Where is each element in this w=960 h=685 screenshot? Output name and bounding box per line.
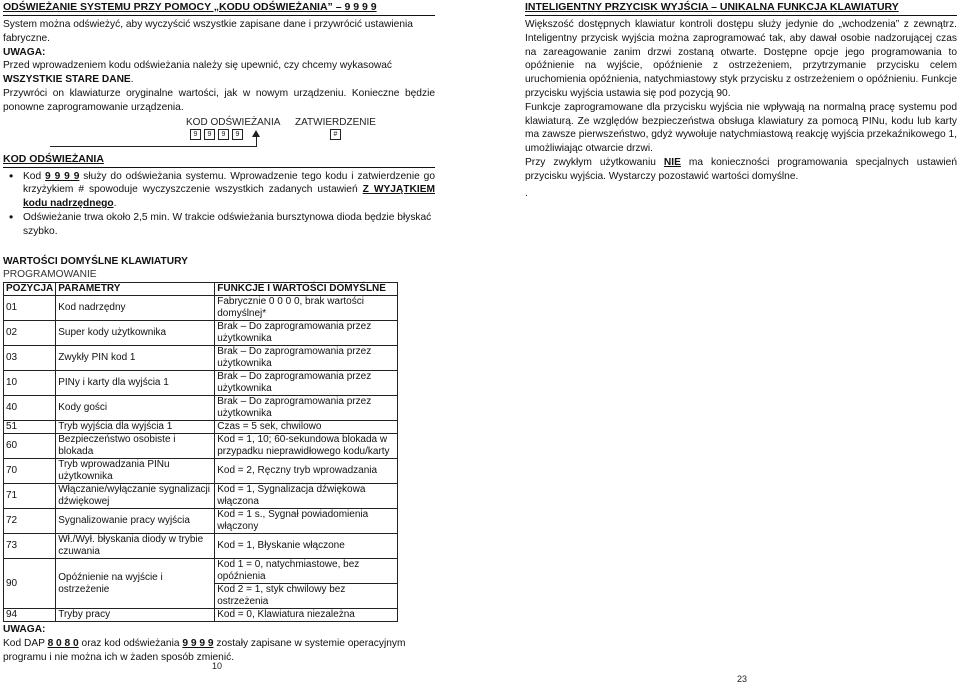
table-row — [4, 371, 398, 396]
table-cell-parameter: Zwykły PIN kod 1 — [56, 346, 215, 371]
exit-button-paragraph-2: Funkcje zaprogramowane dla przycisku wyjścia nie wpływają na normalną pracę systemu pod klawiaturą. Ze względów bezpieczeństwa obsługa klawiatury za pomocą PINu, kodu lub karty ma zawsze pierwszeństwo, gdyż wywołuje natychmiastową reakcję wyjścia przekaźnikowego 1, umożliwiając otwarcie drzwi. — [525, 101, 958, 155]
table-header: PARAMETRY — [56, 283, 215, 296]
table-cell-value: Brak – Do zaprogramowania przez użytkownika — [215, 371, 398, 396]
left-title-rule — [3, 15, 435, 16]
defaults-subtitle: PROGRAMOWANIE — [3, 269, 97, 281]
table-cell-position: 10 — [4, 371, 56, 396]
table-subcell: Kod 2 = 1, styk chwilowy bez ostrzeżenia — [215, 583, 397, 608]
table-subcell: Kod 1 = 0, natychmiastowe, bez opóźnienia — [217, 559, 360, 583]
table-cell-position: 94 — [4, 609, 56, 622]
table-cell-parameter: Włączanie/wyłączanie sygnalizacji dźwiękowej — [56, 484, 215, 509]
table-row — [4, 346, 398, 371]
table-header: POZYCJA — [4, 283, 56, 296]
defaults-table — [3, 282, 398, 622]
refresh-code-list — [3, 170, 435, 239]
refresh-code-value: 9 9 9 9 — [45, 170, 80, 182]
table-cell-value: Brak – Do zaprogramowania przez użytkownika — [215, 396, 398, 421]
table-header-row — [4, 283, 398, 296]
table-cell-position: 51 — [4, 421, 56, 434]
table-cell-position: 03 — [4, 346, 56, 371]
table-cell-value — [215, 559, 398, 609]
table-cell-parameter: Tryb wprowadzania PINu użytkownika — [56, 459, 215, 484]
table-header: FUNKCJE I WARTOŚCI DOMYŚLNE — [215, 283, 398, 296]
table-cell-position: 01 — [4, 296, 56, 321]
right-title-rule — [525, 15, 957, 16]
list-item: • Kod 9 9 9 9 służy do odświeżania systemu. Wprowadzenie tego kodu i zatwierdzenie go krzyżykiem # spowoduje wyczyszczenie wszystkich zadanych ustawień Z WYJĄTKIEM kodu nadrzędnego. — [23, 170, 435, 211]
table-body — [4, 296, 398, 622]
table-cell-parameter: PINy i karty dla wyjścia 1 — [56, 371, 215, 396]
not-emphasis: NIE — [663, 156, 681, 168]
warning-label: UWAGA: — [3, 46, 46, 58]
table-row — [4, 609, 398, 622]
table-row — [4, 321, 398, 346]
left-page — [3, 0, 435, 664]
table-cell-parameter: Super kody użytkownika — [56, 321, 215, 346]
table-cell-value: Kod = 1, 10; 60-sekundowa blokada w przypadku nieprawidłowego kodu/karty — [215, 434, 398, 459]
table-cell-parameter: Wł./Wył. błyskania diody w trybie czuwania — [56, 534, 215, 559]
defaults-title: WARTOŚCI DOMYŚLNE KLAWIATURY — [3, 255, 188, 267]
diagram-connector — [256, 136, 257, 147]
table-row — [4, 296, 398, 321]
warning-text-pre: Przed wprowadzeniem kodu odświeżania należy się upewnić, czy chcemy wykasować — [3, 60, 393, 72]
table-cell-parameter: Kod nadrzędny — [56, 296, 215, 321]
diagram-code-keys — [190, 129, 243, 140]
key-icon: 9 — [218, 129, 229, 140]
table-cell-value: Brak – Do zaprogramowania przez użytkownika — [215, 346, 398, 371]
table-cell-value: Kod = 2, Ręczny tryb wprowadzania — [215, 459, 398, 484]
table-row — [4, 421, 398, 434]
key-icon: 9 — [204, 129, 215, 140]
hash-key-icon: # — [330, 129, 341, 140]
table-cell-position: 73 — [4, 534, 56, 559]
table-row — [4, 459, 398, 484]
table-cell-parameter: Tryb wyjścia dla wyjścia 1 — [56, 421, 215, 434]
arrow-up-icon — [252, 130, 260, 137]
table-row — [4, 559, 398, 609]
diagram-label-confirm: ZATWIERDZENIE — [295, 116, 376, 128]
left-title: ODŚWIEŻANIE SYSTEMU PRZY POMOCY „KODU ODŚWIEŻANIA” – 9 9 9 9 — [3, 1, 377, 13]
key-icon: 9 — [190, 129, 201, 140]
table-cell-value: Brak – Do zaprogramowania przez użytkownika — [215, 321, 398, 346]
section-refresh-code-rule — [3, 167, 435, 168]
table-cell-position: 71 — [4, 484, 56, 509]
table-cell-value: Kod = 1, Sygnalizacja dźwiękowa włączona — [215, 484, 398, 509]
right-title: INTELIGENTNY PRZYCISK WYJŚCIA – UNIKALNA FUNKCJA KLAWIATURY — [525, 1, 899, 13]
diagram-label-code: KOD ODŚWIEŻANIA — [186, 116, 281, 128]
diagram-confirm-key — [330, 129, 341, 140]
dap-code: 8 0 8 0 — [47, 637, 79, 649]
warning-text — [3, 59, 435, 87]
table-cell-value: Kod = 1 s., Sygnał powiadomienia włączony — [215, 509, 398, 534]
table-cell-parameter: Kody gości — [56, 396, 215, 421]
table-row — [4, 484, 398, 509]
right-page — [525, 0, 957, 201]
note-label: UWAGA: — [3, 624, 46, 636]
table-cell-parameter: Sygnalizowanie pracy wyjścia — [56, 509, 215, 534]
table-cell-value: Fabrycznie 0 0 0 0, brak wartości domyślnej* — [215, 296, 398, 321]
trailing-dot: . — [525, 188, 528, 200]
key-icon: 9 — [232, 129, 243, 140]
table-cell-value: Kod = 1, Błyskanie włączone — [215, 534, 398, 559]
table-cell-parameter: Bezpieczeństwo osobiste i blokada — [56, 434, 215, 459]
warning-text-post: . — [130, 74, 134, 86]
intro-text: System można odświeżyć, aby wyczyścić wszystkie zapisane dane i przywrócić ustawienia fabryczne. — [3, 19, 413, 44]
table-cell-position: 90 — [4, 559, 56, 609]
restore-text: Przywróci on klawiaturze oryginalne wartości, jak w nowym urządzeniu. Konieczne będzie ponowne zaprogramowanie urządzenia. — [3, 88, 435, 113]
table-cell-position: 72 — [4, 509, 56, 534]
section-refresh-code-title: KOD ODŚWIEŻANIA — [3, 152, 104, 165]
refresh-code-diagram — [3, 116, 435, 152]
table-cell-value: Kod = 0, Klawiatura niezależna — [215, 609, 398, 622]
table-row — [4, 434, 398, 459]
list-item: • Odświeżanie trwa około 2,5 min. W trakcie odświeżania bursztynowa dioda będzie błyskać szybko. — [23, 211, 435, 239]
table-row — [4, 509, 398, 534]
note-text: Kod DAP 8 0 8 0 oraz kod odświeżania 9 9 9 9 zostały zapisane w systemie operacyjnym programu i nie można ich w żaden sposób zmienić. — [3, 637, 406, 663]
table-cell-parameter: Tryby pracy — [56, 609, 215, 622]
table-cell-value: Czas = 5 sek, chwilowo — [215, 421, 398, 434]
table-cell-position: 02 — [4, 321, 56, 346]
table-cell-position: 40 — [4, 396, 56, 421]
left-page-number: 10 — [212, 661, 223, 671]
table-cell-position: 60 — [4, 434, 56, 459]
refresh-code: 9 9 9 9 — [182, 637, 214, 649]
except-master-code: Z WYJĄTKIEM kodu nadrzędnego — [23, 184, 435, 210]
right-page-number: 23 — [737, 674, 748, 684]
warning-text-bold: WSZYSTKIE STARE DANE — [3, 74, 131, 86]
exit-button-paragraph-1: Większość dostępnych klawiatur kontroli dostępu służy jedynie do „wchodzenia” z zewnątrz. Inteligentny przycisk wyjścia można zaprogramować tak, aby dawał osobie nadzorującej czas na zareagowanie zanim drzwi zostaną otwarte. Dostępne opcje jego programowania to opóźnienie na wyjście, opóźnienie z ostrzeżeniem, przytrzymanie przycisku celem uruchomienia opóźnienia, natychmiastowy styk przycisku z ostrzeżeniem o opóźnieniu. Funkcje przycisku wyjścia ustawia się pod pozycją 90. — [525, 19, 957, 99]
table-row — [4, 396, 398, 421]
table-row — [4, 534, 398, 559]
table-cell-parameter: Opóźnienie na wyjście i ostrzeżenie — [56, 559, 215, 609]
table-cell-position: 70 — [4, 459, 56, 484]
diagram-baseline — [50, 146, 256, 147]
exit-button-paragraph-3: Przy zwykłym użytkowaniu NIE ma konieczności programowania specjalnych ustawień przycisku wyjścia. Wystarczy pozostawić wartości domyślne. — [525, 156, 957, 182]
